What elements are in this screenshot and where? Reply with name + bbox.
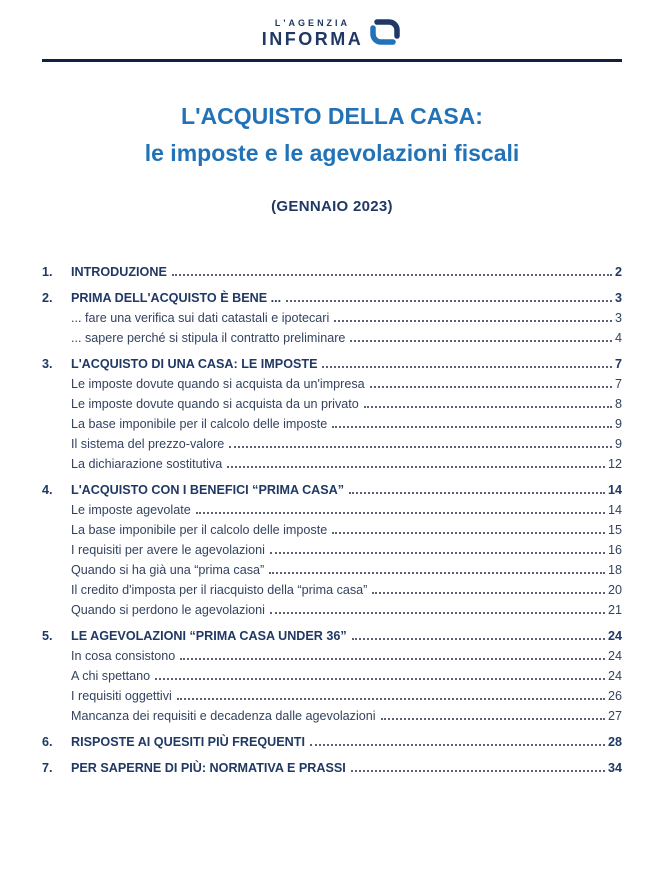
agenzia-informa-logo — [42, 16, 622, 50]
toc-section-entry[interactable] — [42, 291, 622, 305]
dot-leader — [352, 638, 605, 640]
dot-leader — [332, 426, 612, 428]
toc-page-number: 26 — [607, 688, 622, 703]
toc-subitem-entry[interactable] — [71, 583, 622, 597]
dot-leader — [270, 552, 605, 554]
toc-page-number: 12 — [607, 456, 622, 471]
toc-subitem-entry[interactable] — [71, 689, 622, 703]
toc-section-entry[interactable] — [42, 483, 622, 497]
toc-section-entry[interactable] — [42, 735, 622, 749]
toc-section-title: L'ACQUISTO DI UNA CASA: LE IMPOSTE — [71, 356, 318, 371]
toc-subitem-title: La base imponibile per il calcolo delle imposte — [71, 522, 328, 537]
toc-subitem-entry[interactable] — [71, 669, 622, 683]
dot-leader — [177, 698, 605, 700]
toc-section-entry[interactable] — [42, 761, 622, 775]
dot-leader — [372, 592, 605, 594]
toc-subitem-entry[interactable] — [71, 437, 622, 451]
dot-leader — [270, 612, 605, 614]
toc-subitem-title: I requisiti oggettivi — [71, 688, 172, 703]
toc-subitem-entry[interactable] — [71, 377, 622, 391]
toc-subitem-title: In cosa consistono — [71, 648, 176, 663]
toc-page-number: 2 — [614, 264, 622, 279]
toc-section-entry[interactable] — [42, 629, 622, 643]
header-divider — [42, 59, 622, 62]
toc-page-number: 14 — [607, 502, 622, 517]
toc-subitem-entry[interactable] — [71, 709, 622, 723]
toc-page-number: 24 — [607, 648, 622, 663]
document-title — [42, 98, 622, 172]
toc-subitem-title: La base imponibile per il calcolo delle imposte — [71, 416, 328, 431]
title-line-2: le imposte e le agevolazioni fiscali — [144, 139, 520, 166]
toc-section-number: 7. — [42, 760, 53, 775]
dot-leader — [334, 320, 612, 322]
toc-subitem-entry[interactable] — [71, 397, 622, 411]
toc-page-number: 20 — [607, 582, 622, 597]
dot-leader — [286, 300, 612, 302]
toc-section-number: 6. — [42, 734, 53, 749]
toc-section-title: L'ACQUISTO CON I BENEFICI “PRIMA CASA” — [71, 482, 345, 497]
dot-leader — [196, 512, 605, 514]
toc-page-number: 14 — [607, 482, 622, 497]
toc-section-title: RISPOSTE AI QUESITI PIÙ FREQUENTI — [71, 734, 305, 749]
dot-leader — [227, 466, 605, 468]
toc-section-entry[interactable] — [42, 357, 622, 371]
toc-subitem-entry[interactable] — [71, 603, 622, 617]
toc-page-number: 28 — [607, 734, 622, 749]
toc-subitem-title: I requisiti per avere le agevolazioni — [71, 542, 265, 557]
toc-section-title: INTRODUZIONE — [71, 264, 167, 279]
toc-section-entry[interactable] — [42, 265, 622, 279]
toc-page-number: 24 — [607, 668, 622, 683]
toc-section-number: 3. — [42, 356, 53, 371]
toc-page-number: 21 — [607, 602, 622, 617]
dot-leader — [322, 366, 612, 368]
toc-section-number: 4. — [42, 482, 53, 497]
toc-subitem-entry[interactable] — [71, 523, 622, 537]
dot-leader — [180, 658, 605, 660]
dot-leader — [351, 770, 605, 772]
toc-subitem-title: Le imposte agevolate — [71, 502, 191, 517]
dot-leader — [364, 406, 612, 408]
toc-page-number: 9 — [614, 416, 622, 431]
toc-subitem-title: Mancanza dei requisiti e decadenza dalle agevolazioni — [71, 708, 376, 723]
dot-leader — [350, 340, 612, 342]
toc-subitem-title: Le imposte dovute quando si acquista da un'impresa — [71, 376, 365, 391]
toc-section-title: PRIMA DELL'ACQUISTO È BENE ... — [71, 290, 282, 305]
toc-section-title: LE AGEVOLAZIONI “PRIMA CASA UNDER 36” — [71, 628, 347, 643]
toc-page-number: 7 — [614, 376, 622, 391]
dot-leader — [269, 572, 605, 574]
dot-leader — [381, 718, 605, 720]
dot-leader — [349, 492, 605, 494]
toc-page-number: 4 — [614, 330, 622, 345]
toc-section-title: PER SAPERNE DI PIÙ: NORMATIVA E PRASSI — [71, 760, 346, 775]
toc-subitem-title: Quando si ha già una “prima casa” — [71, 562, 265, 577]
toc-page-number: 3 — [614, 290, 622, 305]
logo-line-agenzia: L'AGENZIA — [274, 18, 351, 28]
toc-subitem-title: Le imposte dovute quando si acquista da un privato — [71, 396, 359, 411]
document-date: (GENNAIO 2023) — [271, 197, 393, 215]
toc-subitem-title: ... sapere perché si stipula il contratto preliminare — [71, 330, 346, 345]
dot-leader — [370, 386, 612, 388]
toc-subitem-entry[interactable] — [71, 563, 622, 577]
toc-section-number: 5. — [42, 628, 53, 643]
toc-subitem-entry[interactable] — [71, 543, 622, 557]
toc-page-number: 15 — [607, 522, 622, 537]
toc-subitem-entry[interactable] — [71, 457, 622, 471]
toc-subitem-title: A chi spettano — [71, 668, 151, 683]
dot-leader — [155, 678, 605, 680]
toc-subitem-entry[interactable] — [71, 649, 622, 663]
toc-subitem-title: Il credito d'imposta per il riacquisto della “prima casa” — [71, 582, 368, 597]
toc-section-number: 2. — [42, 290, 53, 305]
dot-leader — [332, 532, 605, 534]
toc-page-number: 18 — [607, 562, 622, 577]
toc-page-number: 7 — [614, 356, 622, 371]
toc-subitem-entry[interactable] — [71, 503, 622, 517]
toc-subitem-title: ... fare una verifica sui dati catastali e ipotecari — [71, 310, 330, 325]
toc-subitem-title: Il sistema del prezzo-valore — [71, 436, 225, 451]
toc-page-number: 34 — [607, 760, 622, 775]
toc-subitem-title: La dichiarazione sostitutiva — [71, 456, 223, 471]
toc-page-number: 8 — [614, 396, 622, 411]
dot-leader — [229, 446, 612, 448]
title-line-1: L'ACQUISTO DELLA CASA: — [181, 103, 483, 129]
table-of-contents — [42, 265, 622, 775]
toc-subitem-title: Quando si perdono le agevolazioni — [71, 602, 265, 617]
dot-leader — [310, 744, 605, 746]
logo-text — [262, 18, 364, 50]
toc-page-number: 27 — [607, 708, 622, 723]
toc-subitem-entry[interactable] — [71, 331, 622, 345]
toc-section-number: 1. — [42, 264, 53, 279]
toc-subitem-entry[interactable] — [71, 417, 622, 431]
toc-subitem-entry[interactable] — [71, 311, 622, 325]
toc-page-number: 9 — [614, 436, 622, 451]
agenzia-logo-icon — [368, 17, 402, 47]
toc-page-number: 3 — [614, 310, 622, 325]
logo-line-informa: INFORMA — [261, 29, 364, 49]
dot-leader — [172, 274, 612, 276]
toc-page-number: 24 — [607, 628, 622, 643]
toc-page-number: 16 — [607, 542, 622, 557]
